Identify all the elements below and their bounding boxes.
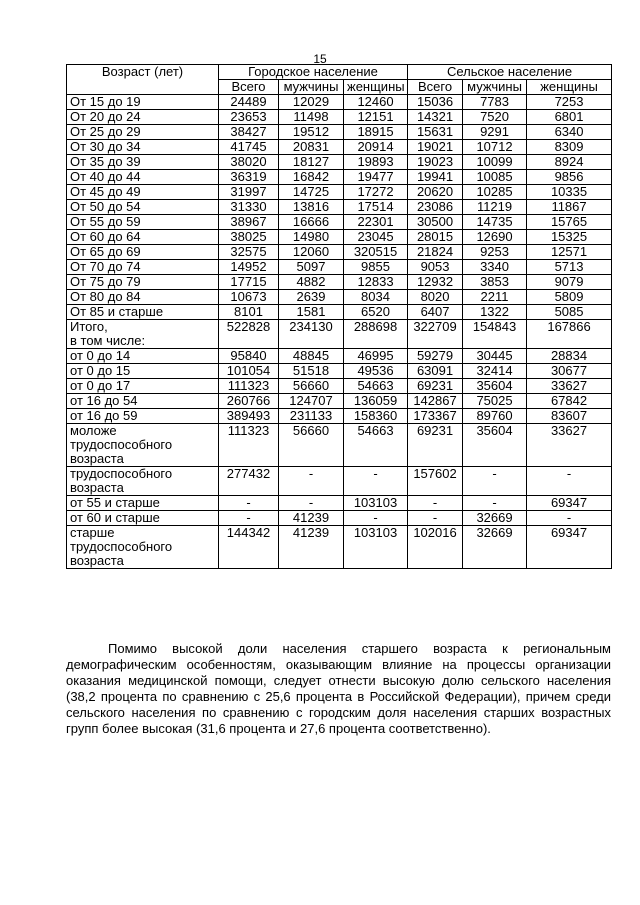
- table-cell: 4882: [279, 275, 344, 290]
- table-cell: 9855: [344, 260, 408, 275]
- row-label: [67, 185, 219, 200]
- row-label-line: От 40 до 44: [70, 169, 141, 184]
- urban-header: Городское население: [219, 65, 408, 80]
- row-label-line: От 20 до 24: [70, 109, 141, 124]
- table-row: [67, 320, 612, 349]
- table-cell: 69347: [527, 496, 612, 511]
- row-label: [67, 349, 219, 364]
- table-cell: 12460: [344, 95, 408, 110]
- table-cell: 38967: [219, 215, 279, 230]
- table-cell: 38427: [219, 125, 279, 140]
- row-label-line: От 65 до 69: [70, 244, 141, 259]
- row-label: [67, 170, 219, 185]
- table-cell: 7253: [527, 95, 612, 110]
- table-cell: 12690: [463, 230, 527, 245]
- table-cell: 32669: [463, 526, 527, 569]
- row-label-line: возраста: [70, 451, 124, 466]
- table-cell: 14980: [279, 230, 344, 245]
- table-row: [67, 379, 612, 394]
- table-cell: 20914: [344, 140, 408, 155]
- table-cell: 69347: [527, 526, 612, 569]
- table-cell: 35604: [463, 424, 527, 467]
- table-cell: 83607: [527, 409, 612, 424]
- subheader-cell: Всего: [219, 80, 279, 95]
- row-label: [67, 467, 219, 496]
- table-cell: 15325: [527, 230, 612, 245]
- row-label-line: возраста: [70, 553, 124, 568]
- table-cell: 32414: [463, 364, 527, 379]
- table-row: [67, 95, 612, 110]
- table-cell: 6407: [408, 305, 463, 320]
- table-cell: 6340: [527, 125, 612, 140]
- subheader-cell: мужчины: [463, 80, 527, 95]
- table-cell: 16666: [279, 215, 344, 230]
- table-cell: 32669: [463, 511, 527, 526]
- row-label-line: от 0 до 14: [70, 348, 131, 363]
- table-row: [67, 110, 612, 125]
- table-cell: 277432: [219, 467, 279, 496]
- table-cell: 23045: [344, 230, 408, 245]
- table-cell: 23653: [219, 110, 279, 125]
- table-cell: -: [527, 467, 612, 496]
- row-label-line: От 25 до 29: [70, 124, 141, 139]
- row-label: [67, 275, 219, 290]
- row-label: [67, 260, 219, 275]
- row-label: [67, 305, 219, 320]
- row-label: [67, 511, 219, 526]
- table-row: [67, 245, 612, 260]
- table-cell: 389493: [219, 409, 279, 424]
- table-cell: 30677: [527, 364, 612, 379]
- table-cell: 30445: [463, 349, 527, 364]
- row-label: [67, 364, 219, 379]
- table-cell: 12029: [279, 95, 344, 110]
- table-cell: 5809: [527, 290, 612, 305]
- row-label: [67, 230, 219, 245]
- table-row: [67, 409, 612, 424]
- row-label-line: трудоспособного: [70, 466, 173, 481]
- table-row: [67, 275, 612, 290]
- table-cell: 23086: [408, 200, 463, 215]
- subheader-cell: мужчины: [279, 80, 344, 95]
- table-header-row: [67, 65, 612, 80]
- table-cell: 69231: [408, 424, 463, 467]
- table-cell: 111323: [219, 379, 279, 394]
- table-cell: 17272: [344, 185, 408, 200]
- table-cell: -: [219, 511, 279, 526]
- table-cell: 38020: [219, 155, 279, 170]
- table-cell: 19021: [408, 140, 463, 155]
- table-cell: 18915: [344, 125, 408, 140]
- table-cell: 31330: [219, 200, 279, 215]
- table-cell: 8020: [408, 290, 463, 305]
- row-label: [67, 215, 219, 230]
- table-cell: 19477: [344, 170, 408, 185]
- table-cell: 36319: [219, 170, 279, 185]
- body-paragraph: Помимо высокой доли населения старшего возраста к региональным демографическим особенностям, оказывающим влияние на процессы организации оказания медицинской помощи, следует отнести высокую долю сельского населения (38,2 процента по сравнению с 25,6 процента в Российской Федерации), причем среди сельского населения по сравнению с городским доля населения старших возрастных групп более высокая (31,6 процента и 27,6 процента соответственно).: [66, 641, 611, 736]
- table-row: [67, 125, 612, 140]
- table-cell: 33627: [527, 379, 612, 394]
- table-cell: 41239: [279, 526, 344, 569]
- table-cell: 231133: [279, 409, 344, 424]
- table-row: [67, 230, 612, 245]
- row-label-line: моложе: [70, 423, 117, 438]
- table-cell: 8924: [527, 155, 612, 170]
- row-label-line: От 55 до 59: [70, 214, 141, 229]
- row-label: [67, 526, 219, 569]
- table-cell: 12060: [279, 245, 344, 260]
- table-row: [67, 170, 612, 185]
- table-cell: 63091: [408, 364, 463, 379]
- table-cell: 103103: [344, 496, 408, 511]
- row-label: [67, 379, 219, 394]
- row-label: [67, 110, 219, 125]
- table-cell: 19023: [408, 155, 463, 170]
- row-label-line: от 0 до 15: [70, 363, 131, 378]
- table-cell: 102016: [408, 526, 463, 569]
- table-cell: 69231: [408, 379, 463, 394]
- table-cell: 158360: [344, 409, 408, 424]
- row-label-line: трудоспособного: [70, 539, 173, 554]
- table-row: [67, 394, 612, 409]
- table-cell: 14725: [279, 185, 344, 200]
- subheader-cell: Всего: [408, 80, 463, 95]
- table-row: [67, 424, 612, 467]
- table-cell: 5085: [527, 305, 612, 320]
- table-cell: 8034: [344, 290, 408, 305]
- table-cell: 41745: [219, 140, 279, 155]
- row-label-line: от 55 и старше: [70, 495, 160, 510]
- table-cell: -: [463, 496, 527, 511]
- row-label: [67, 290, 219, 305]
- row-label: [67, 200, 219, 215]
- table-cell: 12571: [527, 245, 612, 260]
- table-cell: 103103: [344, 526, 408, 569]
- table-cell: 19893: [344, 155, 408, 170]
- table-cell: 322709: [408, 320, 463, 349]
- table-row: [67, 140, 612, 155]
- table-cell: 14735: [463, 215, 527, 230]
- table-cell: 20831: [279, 140, 344, 155]
- row-label: [67, 409, 219, 424]
- table-cell: 15765: [527, 215, 612, 230]
- table-cell: 260766: [219, 394, 279, 409]
- table-cell: 56660: [279, 424, 344, 467]
- table-cell: 49536: [344, 364, 408, 379]
- row-label-line: возраста: [70, 480, 124, 495]
- table-cell: 11498: [279, 110, 344, 125]
- table-cell: -: [279, 467, 344, 496]
- table-cell: 9053: [408, 260, 463, 275]
- row-label-line: От 70 до 74: [70, 259, 141, 274]
- row-label-line: От 80 до 84: [70, 289, 141, 304]
- table-cell: 11219: [463, 200, 527, 215]
- table-row: [67, 467, 612, 496]
- table-cell: 288698: [344, 320, 408, 349]
- table-cell: 12932: [408, 275, 463, 290]
- table-cell: 6520: [344, 305, 408, 320]
- table-cell: 54663: [344, 379, 408, 394]
- table-cell: 56660: [279, 379, 344, 394]
- table-cell: 15036: [408, 95, 463, 110]
- table-row: [67, 305, 612, 320]
- table-cell: 19941: [408, 170, 463, 185]
- table-cell: 173367: [408, 409, 463, 424]
- table-cell: 10712: [463, 140, 527, 155]
- table-cell: 32575: [219, 245, 279, 260]
- table-row: [67, 215, 612, 230]
- table-row: [67, 496, 612, 511]
- table-cell: 10335: [527, 185, 612, 200]
- table-cell: 12151: [344, 110, 408, 125]
- table-cell: -: [279, 496, 344, 511]
- population-table: [66, 64, 612, 569]
- table-cell: 2639: [279, 290, 344, 305]
- row-label: [67, 394, 219, 409]
- table-cell: 522828: [219, 320, 279, 349]
- table-row: [67, 511, 612, 526]
- table-cell: 17715: [219, 275, 279, 290]
- row-label: [67, 320, 219, 349]
- row-label-line: От 75 до 79: [70, 274, 141, 289]
- table-cell: 14321: [408, 110, 463, 125]
- table-cell: 16842: [279, 170, 344, 185]
- row-label: [67, 155, 219, 170]
- table-row: [67, 290, 612, 305]
- table-cell: 9856: [527, 170, 612, 185]
- table-cell: 9253: [463, 245, 527, 260]
- row-label-line: от 16 до 59: [70, 408, 138, 423]
- table-cell: 9079: [527, 275, 612, 290]
- table-cell: 320515: [344, 245, 408, 260]
- margin-mark: [66, 850, 67, 851]
- table-cell: 14952: [219, 260, 279, 275]
- table-cell: 10673: [219, 290, 279, 305]
- table-row: [67, 200, 612, 215]
- table-cell: 28015: [408, 230, 463, 245]
- row-label: [67, 125, 219, 140]
- table-cell: 95840: [219, 349, 279, 364]
- row-label-line: От 30 до 34: [70, 139, 141, 154]
- table-cell: 19512: [279, 125, 344, 140]
- row-label-line: от 0 до 17: [70, 378, 131, 393]
- row-label-line: в том числе:: [70, 333, 146, 348]
- table-cell: -: [527, 511, 612, 526]
- table-cell: 3853: [463, 275, 527, 290]
- table-cell: 8309: [527, 140, 612, 155]
- table-cell: 13816: [279, 200, 344, 215]
- table-cell: 101054: [219, 364, 279, 379]
- table-cell: 8101: [219, 305, 279, 320]
- table-cell: 5713: [527, 260, 612, 275]
- row-label-line: от 60 и старше: [70, 510, 160, 525]
- row-label-line: От 60 до 64: [70, 229, 141, 244]
- table-cell: 30500: [408, 215, 463, 230]
- table-cell: 154843: [463, 320, 527, 349]
- row-label-line: От 45 до 49: [70, 184, 141, 199]
- table-cell: 24489: [219, 95, 279, 110]
- row-label: [67, 245, 219, 260]
- table-cell: 48845: [279, 349, 344, 364]
- row-label-line: старше: [70, 525, 115, 540]
- table-cell: 2211: [463, 290, 527, 305]
- table-cell: 38025: [219, 230, 279, 245]
- table-row: [67, 364, 612, 379]
- table-cell: 7520: [463, 110, 527, 125]
- table-cell: 124707: [279, 394, 344, 409]
- table-cell: 1581: [279, 305, 344, 320]
- subheader-cell: женщины: [344, 80, 408, 95]
- table-cell: 54663: [344, 424, 408, 467]
- table-cell: 167866: [527, 320, 612, 349]
- table-cell: 136059: [344, 394, 408, 409]
- table-cell: 12833: [344, 275, 408, 290]
- table-cell: 6801: [527, 110, 612, 125]
- row-label: [67, 496, 219, 511]
- rural-header: Сельское население: [408, 65, 612, 80]
- table-cell: 111323: [219, 424, 279, 467]
- row-label-line: Итого,: [70, 319, 108, 334]
- table-cell: 10285: [463, 185, 527, 200]
- table-row: [67, 526, 612, 569]
- table-cell: 1322: [463, 305, 527, 320]
- table-cell: 21824: [408, 245, 463, 260]
- table-cell: 7783: [463, 95, 527, 110]
- table-cell: 89760: [463, 409, 527, 424]
- table-cell: 144342: [219, 526, 279, 569]
- table-cell: 41239: [279, 511, 344, 526]
- table-cell: 67842: [527, 394, 612, 409]
- table-cell: -: [219, 496, 279, 511]
- table-cell: 17514: [344, 200, 408, 215]
- table-cell: 51518: [279, 364, 344, 379]
- table-cell: 10099: [463, 155, 527, 170]
- row-label: [67, 424, 219, 467]
- table-cell: 157602: [408, 467, 463, 496]
- table-cell: 3340: [463, 260, 527, 275]
- table-cell: 20620: [408, 185, 463, 200]
- row-label-line: От 50 до 54: [70, 199, 141, 214]
- row-label-line: трудоспособного: [70, 437, 173, 452]
- age-header: Возраст (лет): [67, 65, 219, 95]
- table-cell: 46995: [344, 349, 408, 364]
- table-cell: 35604: [463, 379, 527, 394]
- row-label: [67, 140, 219, 155]
- table-cell: -: [408, 511, 463, 526]
- table-cell: -: [344, 467, 408, 496]
- table-body: [67, 95, 612, 569]
- table-cell: 234130: [279, 320, 344, 349]
- table-cell: 18127: [279, 155, 344, 170]
- table-cell: 5097: [279, 260, 344, 275]
- table-cell: 75025: [463, 394, 527, 409]
- table-row: [67, 349, 612, 364]
- table-cell: 33627: [527, 424, 612, 467]
- row-label-line: От 15 до 19: [70, 94, 141, 109]
- page-number: 15: [313, 52, 327, 66]
- table-cell: -: [408, 496, 463, 511]
- table-cell: 142867: [408, 394, 463, 409]
- table-row: [67, 185, 612, 200]
- table-cell: 31997: [219, 185, 279, 200]
- table-row: [67, 155, 612, 170]
- table-cell: -: [344, 511, 408, 526]
- table-cell: 9291: [463, 125, 527, 140]
- row-label-line: От 35 до 39: [70, 154, 141, 169]
- row-label-line: От 85 и старше: [70, 304, 164, 319]
- table-cell: 59279: [408, 349, 463, 364]
- table-cell: 11867: [527, 200, 612, 215]
- row-label-line: от 16 до 54: [70, 393, 138, 408]
- table-cell: 10085: [463, 170, 527, 185]
- table-cell: -: [463, 467, 527, 496]
- table-cell: 28834: [527, 349, 612, 364]
- table-row: [67, 260, 612, 275]
- row-label: [67, 95, 219, 110]
- subheader-cell: женщины: [527, 80, 612, 95]
- table-cell: 15631: [408, 125, 463, 140]
- table-cell: 22301: [344, 215, 408, 230]
